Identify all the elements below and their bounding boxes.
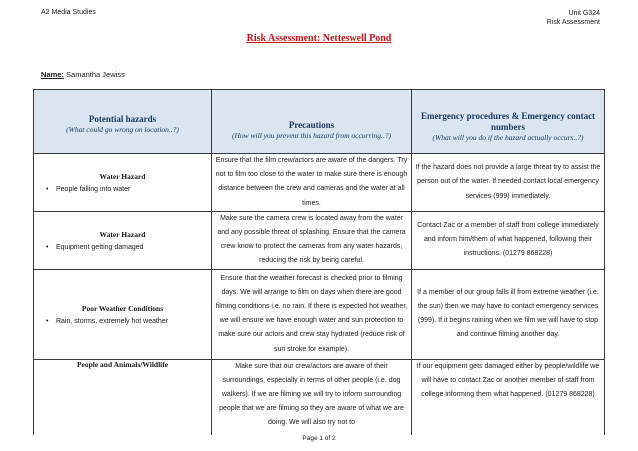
hazard-cell: [34, 359, 212, 439]
emergency-cell: If a member of our group falls ill from extreme weather (i.e. the sun) then we may have to contact emergency services (999). If it begins raining when we film we will have to stop and continue filming another day.: [412, 269, 605, 359]
header-unit: [547, 9, 600, 27]
header-doc-type: Risk Assessment: [546, 19, 600, 26]
precaution-cell: Ensure that the film crew/actors are aware of the dangers. Try not to film too close to the water to make sure there is enough distance between the crew and cameras and the water at all times.: [212, 154, 412, 212]
precaution-cell: Ensure that the weather forecast is checked prior to filming days. We will arrange to film on days when there are good filming conditions i.e. no rain. If there is expected hot weather, we will ensure we have enough water and sun protection to make sure our actors and crew stay hydrated (reduce risk of sun stroke for example).: [212, 269, 412, 359]
header-emergency-procedures: Emergency procedures & Emergency contact numbers (What will you do if the hazard actually occurs..?): [412, 90, 605, 154]
header-precautions: Precautions (How will you prevent this hazard from occurring..?): [212, 90, 412, 154]
emergency-cell: Contact Zac or a member of staff from college immediately and inform him/them of what happened, following their instructions. (01279 868228): [412, 211, 605, 269]
precaution-cell: Make sure the camera crew is located away from the water and any possible threat of splashing. Ensure that the camera crew know to protect the cameras from any water hazards, reducing the risk by being careful.: [212, 211, 412, 269]
name-line: [41, 70, 125, 79]
hazard-bullet: • Equipment getting damaged: [44, 244, 211, 251]
table-row: [34, 211, 605, 269]
page-number: Page 1 of 2: [0, 435, 638, 442]
name-label: Name:: [41, 70, 64, 79]
hazard-title: Poor Weather Conditions: [81, 303, 164, 313]
hazard-title: People and Animals/Wildlife: [76, 359, 169, 369]
hazard-cell: [34, 269, 212, 359]
table-row: [34, 269, 605, 359]
document-title: Risk Assessment: Netteswell Pond: [246, 33, 392, 44]
header-unit-code: Unit G324: [568, 10, 600, 17]
emergency-cell: If our equipment gets damaged either by people/wildlife we will have to contact Zac or another member of staff from college informing them what happened. (01279 868228): [412, 359, 605, 439]
hazard-cell: [34, 154, 212, 212]
hazard-title: Water Hazard: [99, 171, 146, 181]
emergency-cell: If the hazard does not provide a large threat try to assist the person out of the water. If needed contact local emergency services (999) immediately.: [412, 154, 605, 212]
name-value: Samantha Jewiss: [66, 70, 125, 79]
hazard-title: Water Hazard: [99, 229, 146, 239]
risk-table: [33, 89, 605, 440]
header-potential-hazards: Potential hazards (What could go wrong on location..?): [34, 90, 212, 154]
hazard-bullet: • People falling into water: [44, 186, 211, 193]
precaution-cell: Make sure that our crew/actors are aware of their surroundings, especially in terms of other people (i.e. dog walkers). If we are filming we will try to inform surrounding people that we are filming so they are aware of what we are doing. We will also try not to: [212, 359, 412, 439]
table-row: [34, 359, 605, 439]
table-row: [34, 154, 605, 212]
hazard-bullet: • Rain, storms, extremely hot weather: [44, 318, 211, 325]
table-header-row: [34, 90, 605, 154]
header-course: A2 Media Studies: [41, 9, 96, 16]
hazard-cell: [34, 211, 212, 269]
